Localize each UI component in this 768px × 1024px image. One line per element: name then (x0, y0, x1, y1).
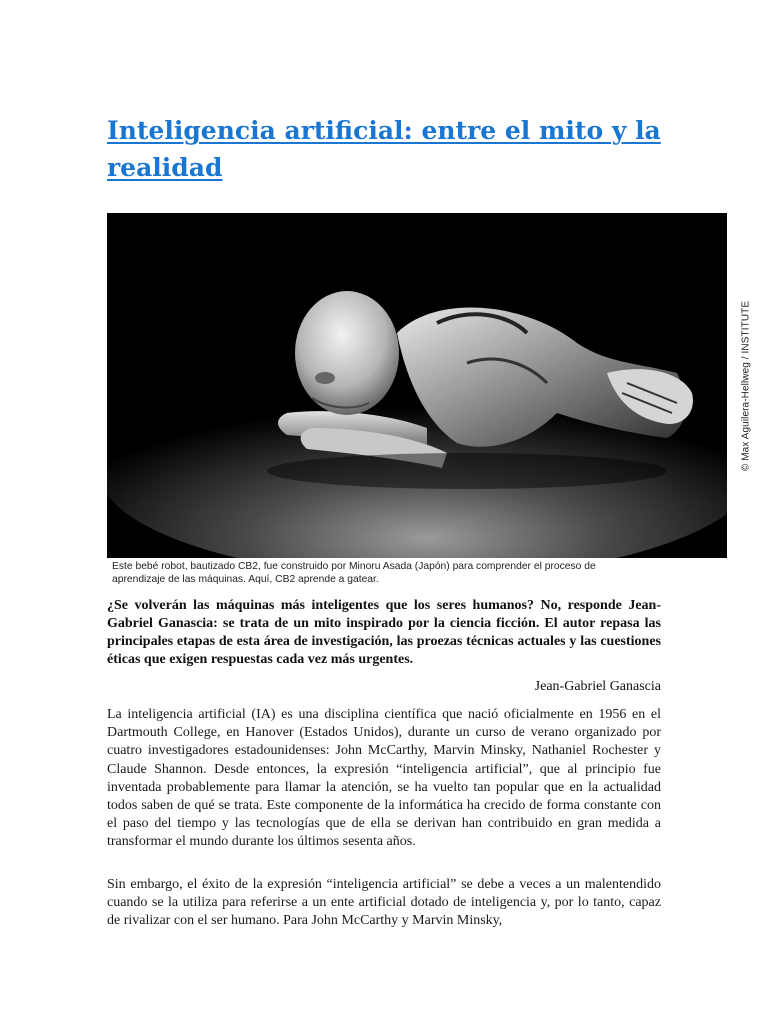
article-title: Inteligencia artificial: entre el mito y la realidad (107, 116, 661, 182)
robot-baby-photo (107, 213, 727, 558)
photo-caption: Este bebé robot, bautizado CB2, fue construido por Minoru Asada (Japón) para comprender el proceso de aprendizaje de las máquinas. Aquí, CB2 aprende a gatear. (112, 561, 596, 585)
lead-paragraph: ¿Se volverán las máquinas más inteligentes que los seres humanos? No, responde Jean-Gabriel Ganascia: se trata de un mito inspirado por la ciencia ficción. El autor repasa las principales etapas de esta área de investigación, las proezas técnicas actuales y las cuestiones éticas que exigen respuestas cada vez más urgentes. (107, 598, 661, 667)
body-paragraph-2: Sin embargo, el éxito de la expresión “inteligencia artificial” se debe a veces a un malentendido cuando se la utiliza para referirse a un ente artificial dotado de inteligencia y, por lo tanto, capaz de rivalizar con el ser humano. Para John McCarthy y Marvin Minsky, (107, 877, 661, 929)
body-paragraph-1: La inteligencia artificial (IA) es una disciplina científica que nació oficialmente en 1956 en el Dartmouth College, en Hanover (Estados Unidos), durante un curso de verano organizado por cuatro investigadores estadounidenses: John McCarthy, Marvin Minsky, Nathaniel Rochester y Claude Shannon. Desde entonces, la expresión “inteligencia artificial”, que al principio fue inventada probablemente para llamar la atención, se ha vuelto tan popular que en la actualidad todos saben de qué se trata. Este componente de la informática ha crecido de forma constante con el paso del tiempo y las tecnologías que de ella se derivan han contribuido en gran medida a transformar el mundo durante los últimos sesenta años. (107, 707, 661, 850)
author-name: Jean-Gabriel Ganascia (534, 679, 661, 694)
photo-credit: © Max Aguilera-Hellweg / INSTITUTE (740, 300, 752, 471)
